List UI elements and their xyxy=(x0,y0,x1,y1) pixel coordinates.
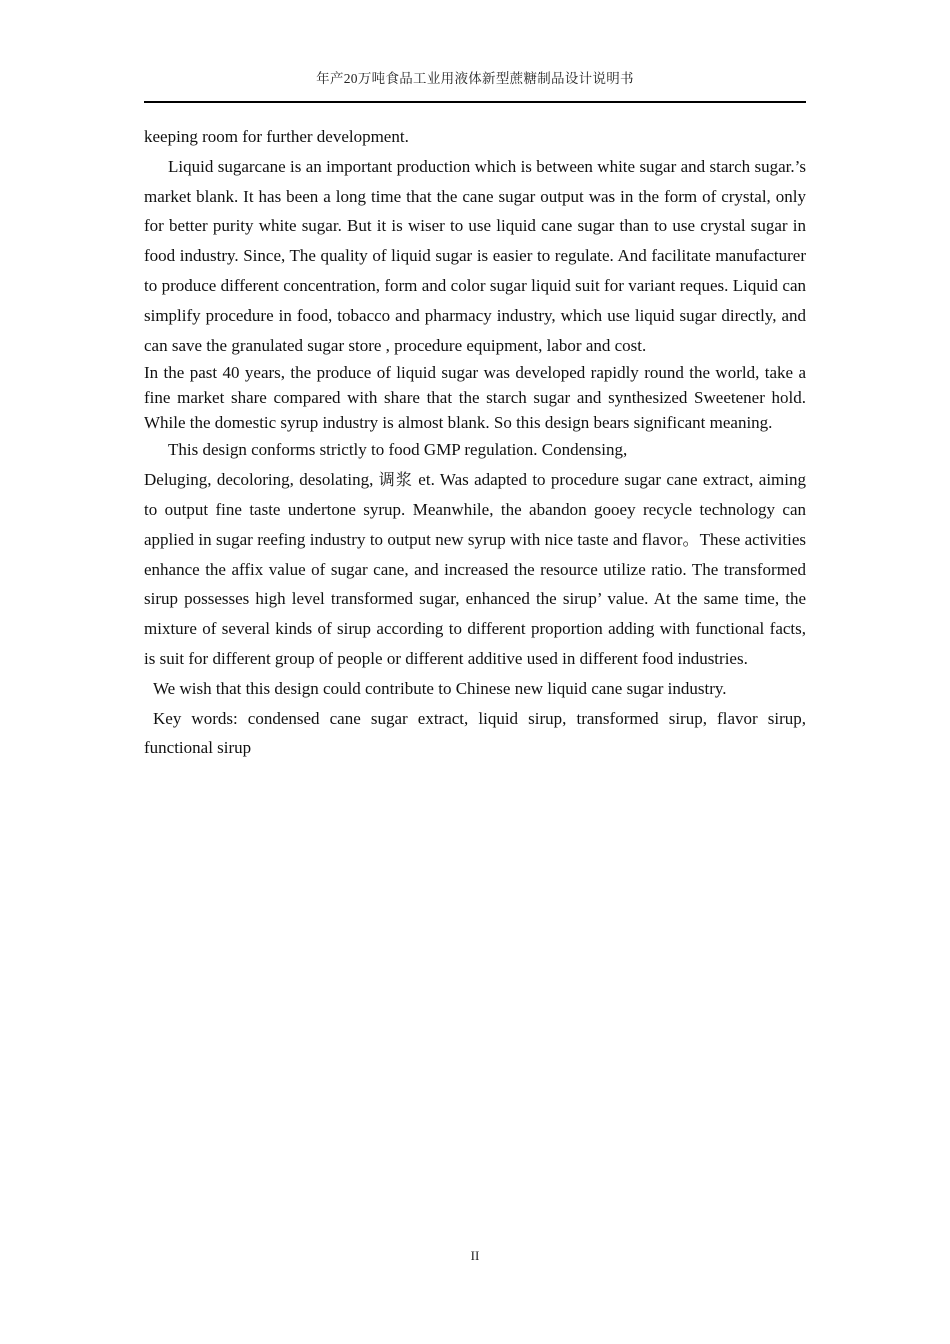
paragraph-continuation: keeping room for further development. xyxy=(144,127,409,146)
process-text-start: Deluging, decoloring, desolating, xyxy=(144,470,379,490)
paragraph-keywords: Key words: condensed cane sugar extract, liquid sirup, transformed sirup, flavor sirup, functional sirup xyxy=(144,708,806,758)
document-body xyxy=(144,122,806,763)
page-number: II xyxy=(470,1248,480,1263)
paragraph-process xyxy=(144,465,806,674)
paragraph-liquid-sugarcane: Liquid sugarcane is an important production which is between white sugar and starch sugar.’s market blank. It has been a long time that the cane sugar output was in the form of crystal, only for better purity white sugar. But it is wiser to use liquid cane sugar than to use crystal sugar in food industry. Since, The quality of liquid sugar is easier to regulate. And facilitate manufacturer to produce different concentration, form and color sugar liquid suit for variant reques. Liquid can simplify procedure in food, tobacco and pharmacy industry, which use liquid sugar directly, and can save the granulated sugar store , procedure equipment, labor and cost. xyxy=(144,156,806,355)
process-text-cjk: 调浆 xyxy=(378,470,413,490)
header-divider xyxy=(144,101,806,103)
page-header-title: 年产20万吨食品工业用液体新型蔗糖制品设计说明书 xyxy=(316,71,634,86)
paragraph-past-40-years: In the past 40 years, the produce of liquid sugar was developed rapidly round the world, take a fine market share compared with share that the starch sugar and synthesized Sweetener hold. While the domestic syrup industry is almost blank. So this design bears significant meaning. xyxy=(144,363,806,433)
process-text-rest: et. Was adapted to procedure sugar cane extract, aiming to output fine taste undertone syrup. Meanwhile, the abandon gooey recycle technology can applied in sugar reefing industry to output new syrup with nice taste and flavor。These activities enhance the affix value of sugar cane, and increased the resource utilize ratio. The transformed sirup possesses high level transformed sugar, enhanced the sirup’ value. At the same time, the mixture of several kinds of sirup according to different proportion adding with functional facts, is suit for different group of people or different additive used in different food industries. xyxy=(144,470,806,668)
paragraph-gmp-regulation: This design conforms strictly to food GMP regulation. Condensing, xyxy=(168,440,628,460)
paragraph-wish: We wish that this design could contribute to Chinese new liquid cane sugar industry. xyxy=(153,678,727,698)
